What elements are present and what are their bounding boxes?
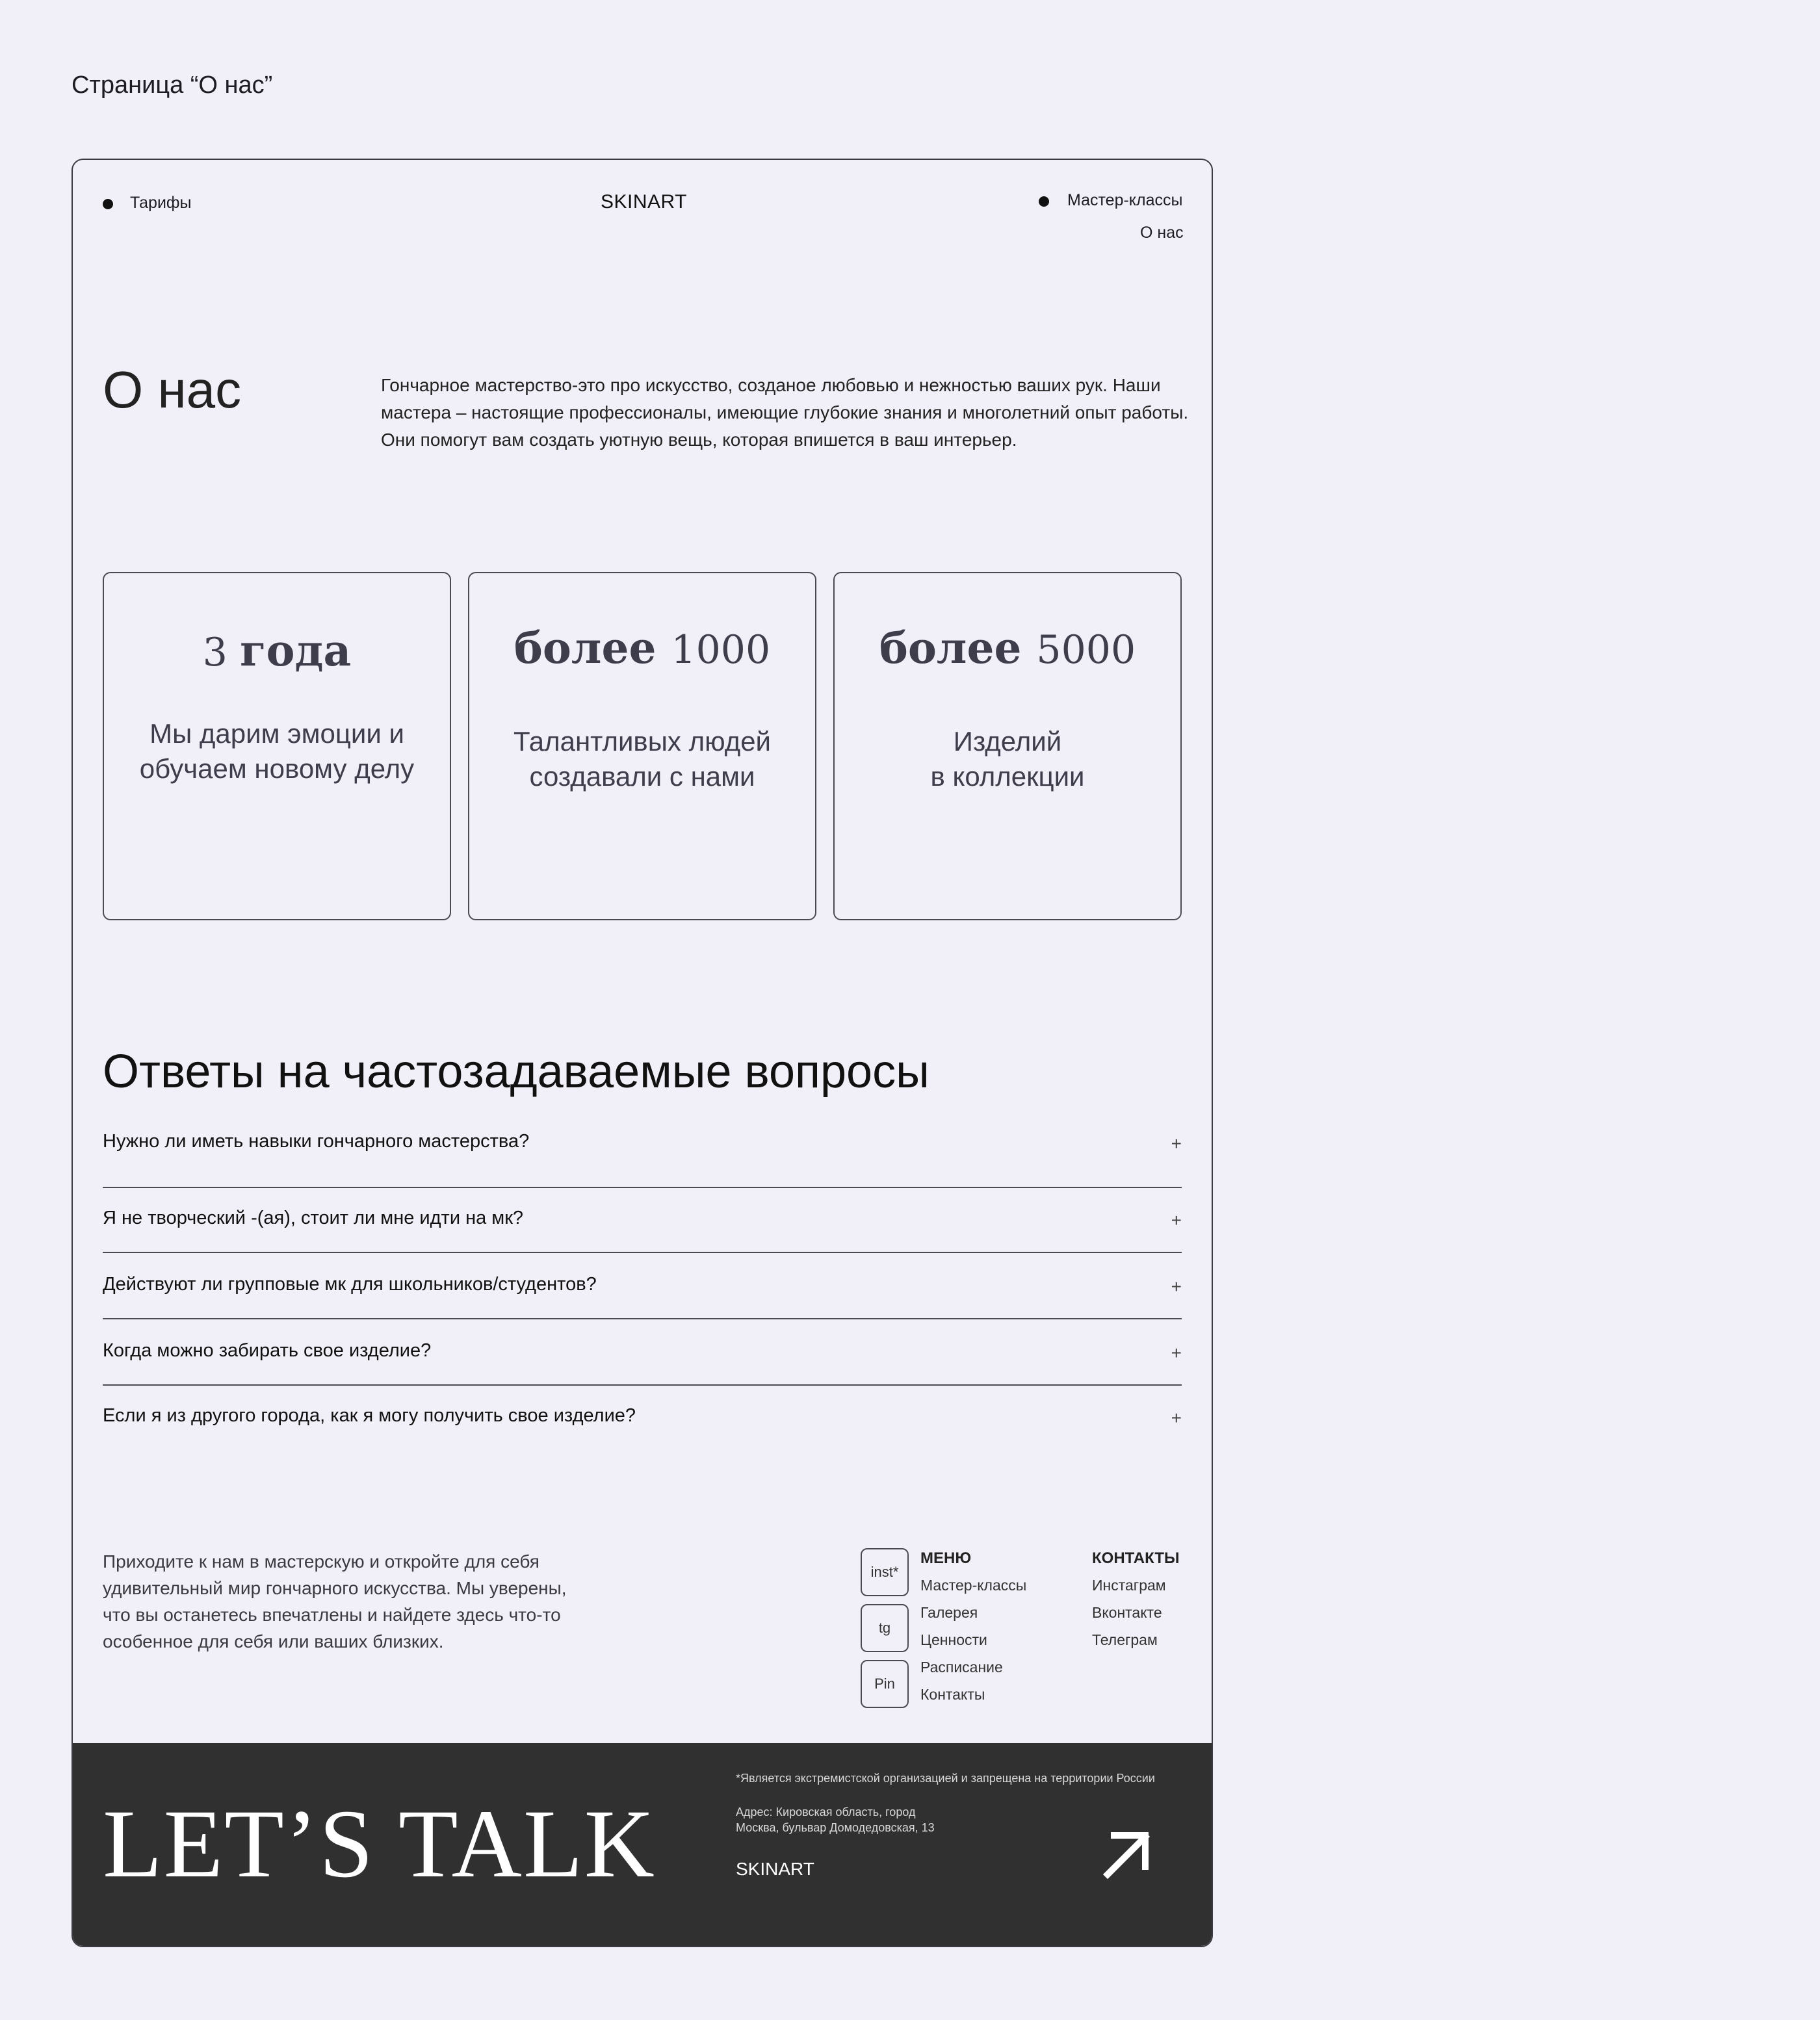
- faq-question: Действуют ли групповые мк для школьников/студентов?: [103, 1274, 597, 1295]
- bullet-icon: [103, 199, 113, 209]
- footer-logo[interactable]: SKINART: [736, 1859, 814, 1879]
- faq-question: Нужно ли иметь навыки гончарного мастерства?: [103, 1131, 530, 1152]
- stat-number: 3 года: [202, 625, 352, 676]
- plus-icon[interactable]: +: [1171, 1133, 1182, 1154]
- menu-heading: МЕНЮ: [920, 1549, 972, 1567]
- faq-question: Я не творческий -(ая), стоит ли мне идти на мк?: [103, 1208, 524, 1228]
- contacts-heading: КОНТАКТЫ: [1092, 1549, 1180, 1567]
- footer-invitation-text: Приходите к нам в мастерскую и откройте для себя удивительный мир гончарного искусства. Мы уверены, что вы останетесь впечатлены и найдете здесь что-то особенное для себя или ваших близких.: [103, 1551, 567, 1651]
- instagram-button[interactable]: inst*: [861, 1548, 909, 1596]
- nav-link-about[interactable]: О нас: [1140, 224, 1184, 242]
- plus-icon[interactable]: +: [1171, 1276, 1182, 1297]
- footer-menu-item[interactable]: Галерея: [920, 1604, 978, 1621]
- footer-menu-item[interactable]: Контакты: [920, 1686, 985, 1703]
- bullet-icon: [1039, 196, 1049, 207]
- plus-icon[interactable]: +: [1171, 1408, 1182, 1428]
- stat-card-people: [468, 572, 816, 920]
- stat-description: Талантливых людей создавали с нами: [513, 726, 772, 792]
- pinterest-button[interactable]: Pin: [861, 1660, 909, 1708]
- nav-link-tariffs[interactable]: Тарифы: [130, 194, 192, 212]
- footer-contact-item[interactable]: Вконтакте: [1092, 1604, 1162, 1621]
- telegram-button[interactable]: tg: [861, 1604, 909, 1652]
- page-mockup: [72, 159, 1213, 1947]
- arrow-up-right-icon[interactable]: [1101, 1828, 1153, 1880]
- footer-menu-item[interactable]: Расписание: [920, 1659, 1003, 1676]
- faq-item[interactable]: [103, 1254, 1182, 1319]
- faq-item[interactable]: [103, 1386, 1182, 1451]
- stat-card-years: [103, 572, 451, 920]
- about-text: Гончарное мастерство-это про искусство, созданое любовью и нежностью ваших рук. Наши мастера – настоящие профессионалы, имеющие глубокие знания и многолетний опыт работы. Они помогут вам создать уютную вещь, которая впишется в ваш интерьер.: [381, 375, 1189, 450]
- footer-contact-item[interactable]: Телеграм: [1092, 1631, 1158, 1648]
- faq-question: Когда можно забирать свое изделие?: [103, 1340, 432, 1361]
- faq-item[interactable]: [103, 1188, 1182, 1253]
- address-text: Адрес: Кировская область, город Москва, бульвар Домодедовская, 13: [736, 1806, 935, 1834]
- about-title: О нас: [103, 361, 242, 419]
- stat-description: Мы дарим эмоции и обучаем новому делу: [139, 718, 415, 784]
- faq-question: Если я из другого города, как я могу получить свое изделие?: [103, 1405, 636, 1426]
- faq-item[interactable]: [103, 1321, 1182, 1386]
- stat-card-items: [833, 572, 1182, 920]
- faq-title: Ответы на частозадаваемые вопросы: [103, 1046, 930, 1098]
- footer-dark-bar: [73, 1743, 1213, 1947]
- stat-description: Изделий в коллекции: [930, 726, 1085, 792]
- stat-number: более 5000: [879, 623, 1136, 673]
- plus-icon[interactable]: +: [1171, 1210, 1182, 1230]
- page-caption: Страница “О нас”: [72, 71, 273, 99]
- plus-icon[interactable]: +: [1171, 1343, 1182, 1363]
- stat-number: более 1000: [514, 623, 771, 673]
- faq-item[interactable]: [103, 1123, 1182, 1188]
- footer-menu-item[interactable]: Ценности: [920, 1631, 987, 1648]
- lets-talk-headline: LET’S TALK: [103, 1790, 656, 1898]
- footer-contact-item[interactable]: Инстаграм: [1092, 1577, 1166, 1594]
- nav-link-master-classes[interactable]: Мастер-классы: [1067, 191, 1183, 209]
- header-logo[interactable]: SKINART: [601, 191, 687, 213]
- footer-menu-item[interactable]: Мастер-классы: [920, 1577, 1027, 1594]
- disclaimer-text: *Является экстремистской организацией и запрещена на территории России: [736, 1772, 1155, 1785]
